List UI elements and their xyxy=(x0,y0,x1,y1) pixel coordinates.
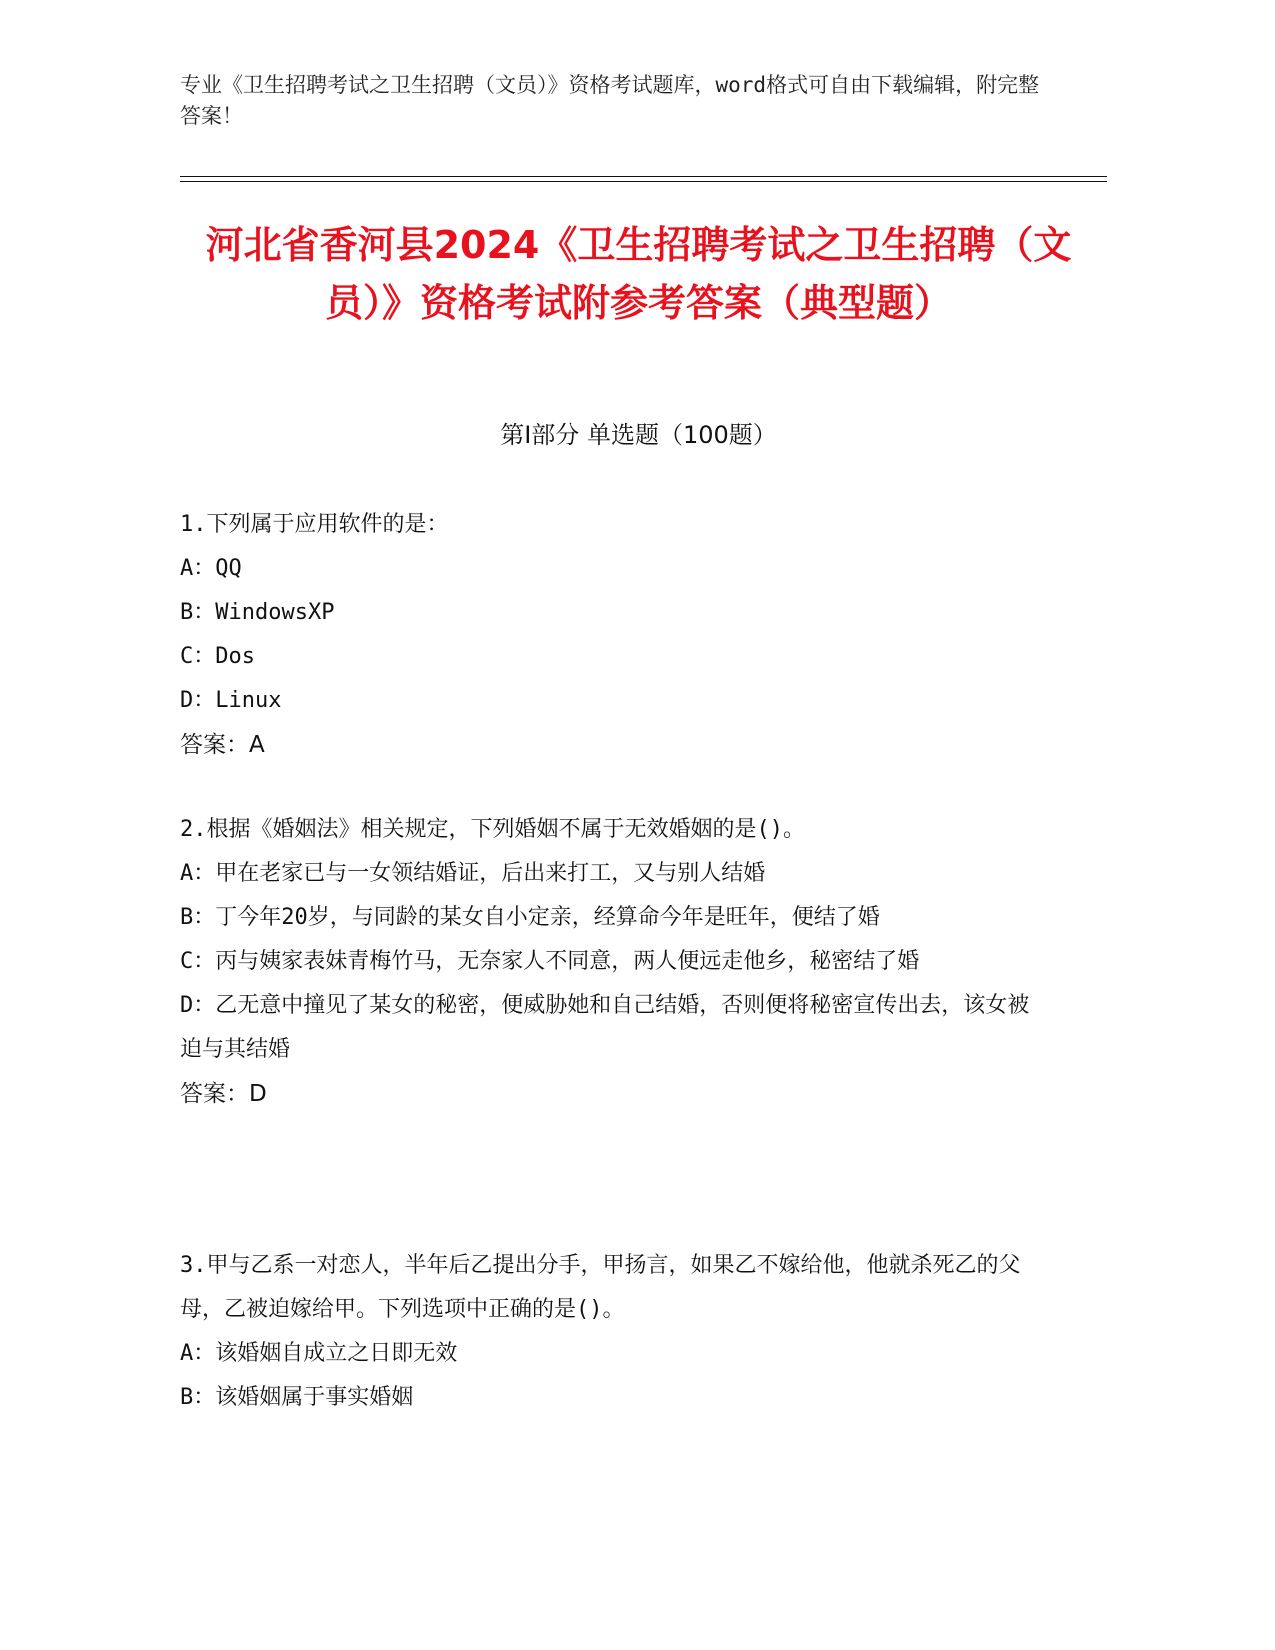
option-a: A：该婚姻自成立之日即无效 xyxy=(180,1341,458,1366)
answer: 答案：A xyxy=(180,732,265,758)
section-title: 第Ⅰ部分 单选题（100题） xyxy=(500,421,777,449)
question-2 xyxy=(180,808,1040,1116)
header-note: 专业《卫生招聘考试之卫生招聘（文员）》资格考试题库，word格式可自由下载编辑，附完整答案！ xyxy=(180,73,1040,128)
option-b: B：该婚姻属于事实婚姻 xyxy=(180,1385,414,1410)
option-b: B：丁今年20岁，与同龄的某女自小定亲，经算命今年是旺年，便结了婚 xyxy=(180,905,880,930)
option-c: C：Dos xyxy=(180,644,255,669)
question-stem: 1.下列属于应用软件的是： xyxy=(180,512,449,537)
option-a: A：QQ xyxy=(180,556,242,581)
document-title: 河北省香河县2024《卫生招聘考试之卫生招聘（文员）》资格考试附参考答案（典型题） xyxy=(205,223,1072,325)
question-stem: 2.根据《婚姻法》相关规定，下列婚姻不属于无效婚姻的是()。 xyxy=(180,817,805,842)
option-d: D：Linux xyxy=(180,688,282,713)
option-a: A：甲在老家已与一女领结婚证，后出来打工，又与别人结婚 xyxy=(180,861,766,886)
option-d: D：乙无意中撞见了某女的秘密，便威胁她和自己结婚，否则便将秘密宣传出去，该女被迫与其结婚 xyxy=(180,993,1030,1062)
question-1 xyxy=(180,503,1040,767)
answer: 答案：D xyxy=(180,1081,267,1107)
question-stem: 3.甲与乙系一对恋人，半年后乙提出分手，甲扬言，如果乙不嫁给他，他就杀死乙的父母，乙被迫嫁给甲。下列选项中正确的是()。 xyxy=(180,1253,1021,1322)
header-divider xyxy=(180,176,1107,182)
option-c: C：丙与姨家表妹青梅竹马，无奈家人不同意，两人便远走他乡，秘密结了婚 xyxy=(180,949,920,974)
question-3 xyxy=(180,1244,1040,1420)
option-b: B：WindowsXP xyxy=(180,600,335,625)
